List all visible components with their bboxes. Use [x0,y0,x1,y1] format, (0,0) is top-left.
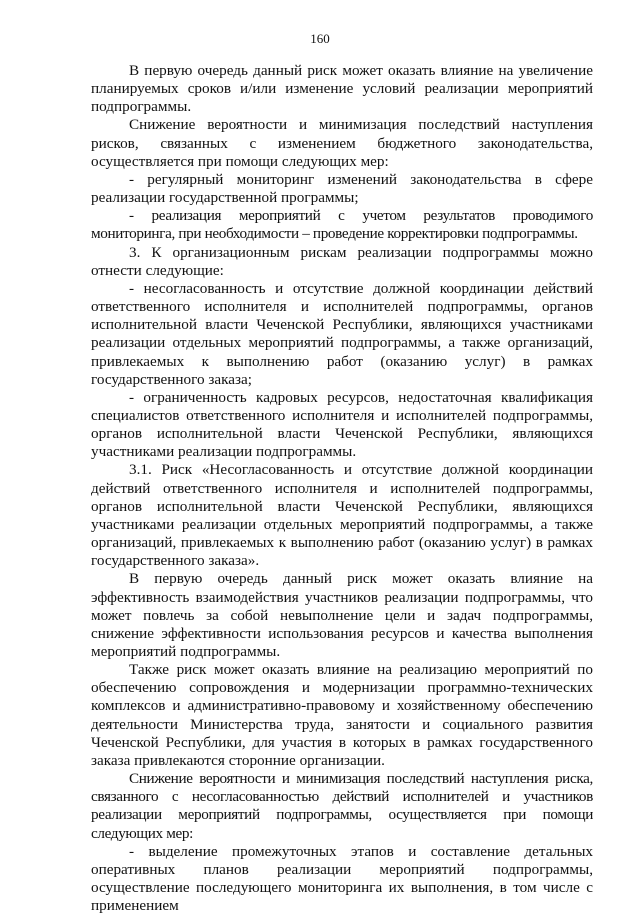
document-body [91,62,593,915]
list-item: - ограниченность кадровых ресурсов, недостаточная квалификация специалистов ответственного исполнителя и исполнителей подпрограммы, органов исполнительной власти Чеченской Республики, являющихся участниками реализации подпрограммы. [91,388,593,461]
paragraph: В первую очередь данный риск может оказать влияние на эффективность взаимодействия участников реализации подпрограммы, что может повлечь за собой невыполнение цели и задач подпрограммы, снижение эффективности использования ресурсов и качества выполнения мероприятий подпрограммы. [91,570,593,660]
page-number: 160 [310,31,330,46]
list-item: - выделение промежуточных этапов и составление детальных оперативных планов реализации мероприятий подпрограммы, осуществление последующего мониторинга их выполнения, в том числе с применением [91,842,593,915]
paragraph: 3. К организационным рискам реализации подпрограммы можно отнести следующие: [91,243,593,279]
paragraph: В первую очередь данный риск может оказать влияние на увеличение планируемых сроков и/или изменение условий реализации мероприятий подпрограммы. [91,62,593,116]
paragraph: 3.1. Риск «Несогласованность и отсутствие должной координации действий ответственного исполнителя и исполнителей подпрограммы, органов исполнительной власти Чеченской Республики, являющихся участниками реализации отдельных мероприятий подпрограммы, а также организаций, привлекаемых к выполнению работ (оказанию услуг) в рамках государственного заказа». [91,461,593,570]
paragraph: Также риск может оказать влияние на реализацию мероприятий по обеспечению сопровождения и модернизации программно-технических комплексов и административно-правовому и хозяйственному обеспечению деятельности Министерства труда, занятости и социального развития Чеченской Республики, для участия в которых в рамках государственного заказа привлекаются сторонние организации. [91,661,593,769]
list-item: - регулярный мониторинг изменений законодательства в сфере реализации государственной программы; [91,170,593,207]
paragraph: Снижение вероятности и минимизация последствий наступления риска, связанного с несогласованностью действий исполнителей и участников реализации мероприятий подпрограммы, осуществляется при помощи следующих мер: [91,770,593,842]
list-item: - несогласованность и отсутствие должной координации действий ответственного исполнителя и исполнителей подпрограммы, органов исполнительной власти Чеченской Республики, являющихся участниками реализации отдельных мероприятий подпрограммы, а также организаций, привлекаемых к выполнению работ (оказанию услуг) в рамках государственного заказа; [91,279,593,388]
list-item: - реализация мероприятий с учетом результатов проводимого мониторинга, при необходимости – проведение корректировки подпрограммы. [91,207,593,243]
paragraph: Снижение вероятности и минимизация последствий наступления рисков, связанных с изменением бюджетного законодательства, осуществляется при помощи следующих мер: [91,116,593,170]
